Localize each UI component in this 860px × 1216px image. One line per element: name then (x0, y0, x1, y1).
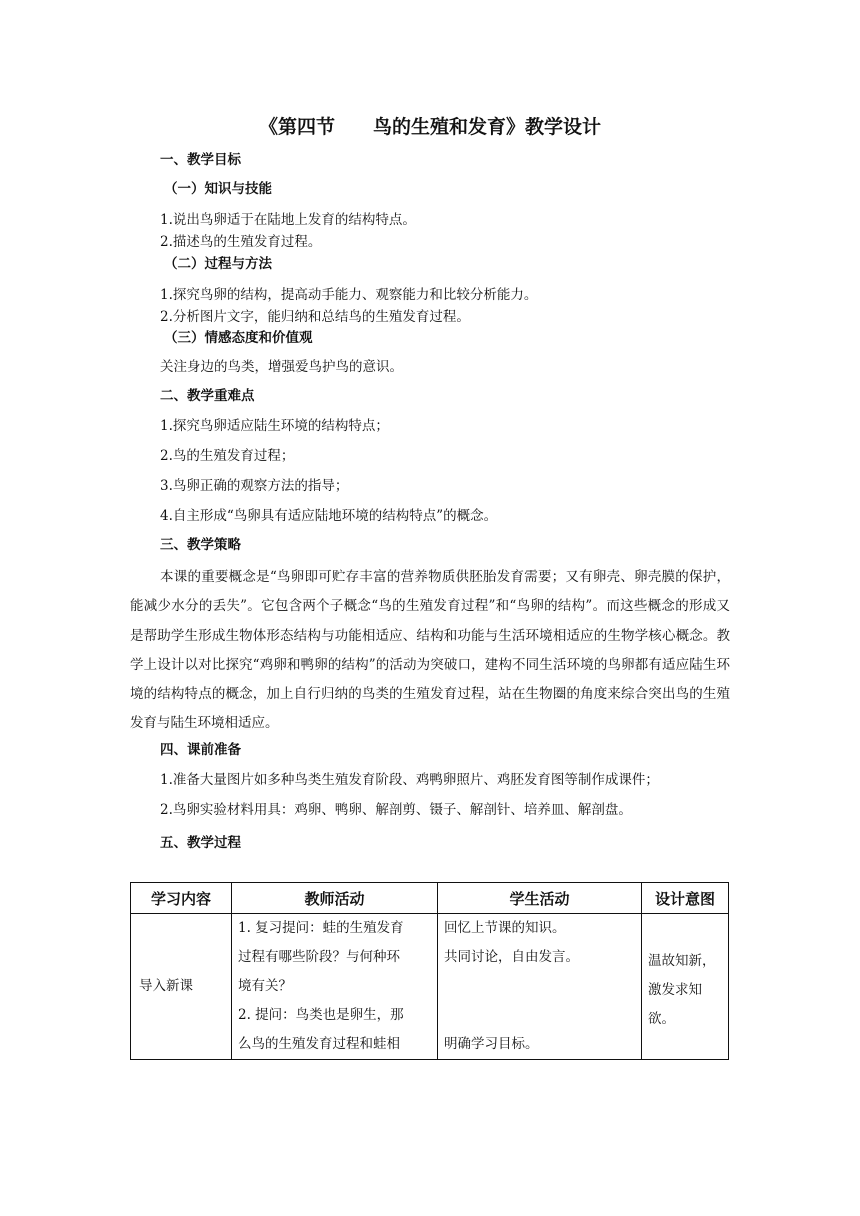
header-teacher: 教师活动 (232, 883, 438, 914)
list-item: 关注身边的鸟类，增强爱鸟护鸟的意识。 (160, 359, 403, 375)
list-item: 2.鸟卵实验材料用具：鸡卵、鸭卵、解剖剪、镊子、解剖针、培养皿、解剖盘。 (160, 802, 632, 818)
list-item: 2.鸟的生殖发育过程； (160, 448, 295, 464)
table-row (131, 914, 729, 1060)
intent-line: 欲。 (648, 1011, 675, 1027)
header-student: 学生活动 (438, 883, 642, 914)
section-heading-preparation: 四、课前准备 (160, 742, 241, 758)
student-line: 共同讨论，自由发言。 (444, 949, 579, 965)
section-heading-strategy: 三、教学策略 (160, 537, 241, 553)
list-item: 1.说出鸟卵适于在陆地上发育的结构特点。 (160, 212, 416, 228)
teacher-line: 过程有哪些阶段？与何种环 (238, 949, 400, 965)
subheading-knowledge: （一）知识与技能 (164, 181, 272, 197)
list-item: 1.准备大量图片如多种鸟类生殖发育阶段、鸡鸭卵照片、鸡胚发育图等制作成课件； (160, 772, 659, 788)
list-item: 1.探究鸟卵适应陆生环境的结构特点； (160, 418, 389, 434)
table-header-row (131, 883, 729, 914)
student-line: 回忆上节课的知识。 (444, 920, 566, 936)
section-heading-key-points: 二、教学重难点 (160, 388, 255, 404)
teacher-line: 境有关？ (238, 978, 292, 994)
cell-content: 导入新课 (131, 914, 232, 1060)
section-heading-objectives: 一、教学目标 (160, 152, 241, 168)
teacher-line: 么鸟的生殖发育过程和蛙相 (238, 1036, 400, 1052)
teacher-line: 1. 复习提问：蛙的生殖发育 (238, 920, 404, 936)
student-line: 明确学习目标。 (444, 1036, 539, 1052)
subheading-attitude: （三）情感态度和价值观 (164, 330, 313, 346)
cell-student (438, 914, 642, 1060)
section-heading-procedure: 五、教学过程 (160, 835, 241, 851)
teacher-line: 2. 提问：鸟类也是卵生，那 (238, 1007, 404, 1023)
list-item: 1.探究鸟卵的结构，提高动手能力、观察能力和比较分析能力。 (160, 287, 538, 303)
list-item: 3.鸟卵正确的观察方法的指导； (160, 478, 349, 494)
header-intent: 设计意图 (642, 883, 729, 914)
intent-line: 温故知新， (648, 953, 716, 969)
cell-teacher (232, 914, 438, 1060)
cell-intent (642, 914, 729, 1060)
list-item: 4.自主形成“鸟卵具有适应陆地环境的结构特点”的概念。 (160, 508, 498, 524)
document-title: 《第四节 鸟的生殖和发育》教学设计 (258, 116, 601, 138)
intent-line: 激发求知 (648, 982, 702, 998)
subheading-process: （二）过程与方法 (164, 256, 272, 272)
list-item: 2.分析图片文字，能归纳和总结鸟的生殖发育过程。 (160, 309, 470, 325)
strategy-paragraph: 本课的重要概念是“鸟卵即可贮存丰富的营养物质供胚胎发育需要；又有卵壳、卵壳膜的保护，能减少水分的丢失”。它包含两个子概念“鸟的生殖发育过程”和“鸟卵的结构”。而这些概念的形成又是帮助学生形成生物体形态结构与功能相适应、结构和功能与生活环境相适应的生物学核心概念。教学上设计以对比探究“鸡卵和鸭卵的结构”的活动为突破口，建构不同生活环境的鸟卵都有适应陆生环境的结构特点的概念，加上自行归纳的鸟类的生殖发育过程，站在生物圈的角度来综合突出鸟的生殖发育与陆生环境相适应。 (130, 569, 730, 732)
list-item: 2.描述鸟的生殖发育过程。 (160, 234, 322, 250)
procedure-table (130, 882, 729, 1060)
header-content: 学习内容 (131, 883, 232, 914)
